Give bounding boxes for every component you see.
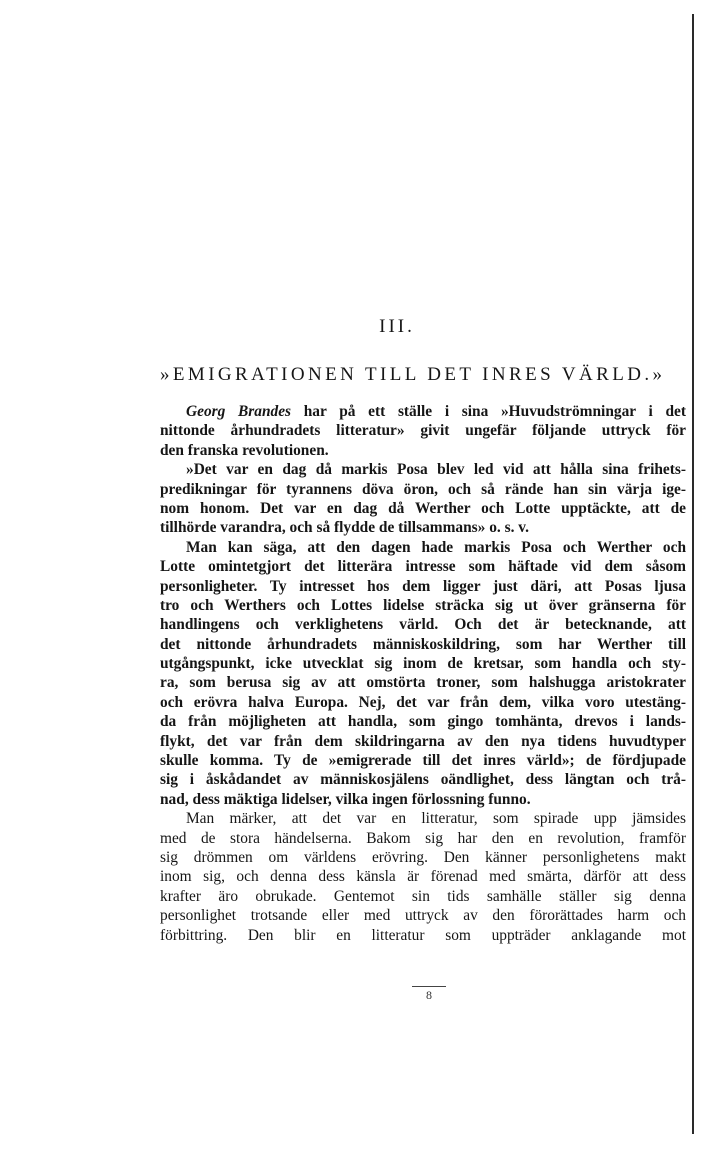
paragraph-4-line-4: inom sig, och denna dess känsla är förenad med smärta, därför att dess bbox=[160, 868, 686, 886]
paragraph-1-line-2: nittonde århundradets litteratur» givit ungefär följande uttryck för bbox=[160, 422, 686, 440]
paragraph-4-line-5: krafter äro obrukade. Gentemot sin tids samhälle ställer sig denna bbox=[160, 887, 686, 905]
paragraph-3-line-12: skulle komma. Ty de »emigrerade till det inres värld»; de fördjupade bbox=[160, 752, 686, 770]
paragraph-1-line-1 bbox=[160, 402, 686, 421]
paragraph-3-line-10: da från möjligheten att handla, som gingo tomhänta, drevos i lands- bbox=[160, 713, 686, 731]
signature-mark: 8 bbox=[426, 988, 432, 1002]
paragraph-3-line-11: flykt, det var från dem skildringarna av den nya tidens huvudtyper bbox=[160, 732, 686, 750]
paragraph-3-line-4: tro och Werthers och Lottes lidelse sträcka sig ut över gränserna för bbox=[160, 596, 686, 614]
paragraph-1-line-1-rest: har på ett ställe i sina »Huvudströmningar i det bbox=[291, 403, 686, 420]
paragraph-3-line-14: nad, dess mäktiga lidelser, vilka ingen förlossning funno. bbox=[160, 790, 531, 808]
paragraph-2-line-3: nom honom. Det var en dag då Werther och Lotte upptäckte, att de bbox=[160, 499, 686, 517]
paragraph-2-line-4: tillhörde varandra, och så flydde de tillsammans» o. s. v. bbox=[160, 519, 529, 537]
signature-rule bbox=[412, 986, 446, 987]
paragraph-3-line-1: Man kan säga, att den dagen hade markis Posa och Werther och bbox=[186, 538, 686, 556]
author-name: Georg Brandes bbox=[186, 403, 292, 420]
paragraph-2-line-1: »Det var en dag då markis Posa blev led vid att hålla sina frihets- bbox=[186, 461, 686, 479]
paragraph-3-line-7: utgångspunkt, icke utvecklat sig inom de kretsar, som handla och sty- bbox=[160, 655, 686, 673]
paragraph-2-line-2: predikningar för tyrannens döva öron, och så rände han sin värja ige- bbox=[160, 480, 686, 498]
paragraph-1-line-3: den franska revolutionen. bbox=[160, 441, 329, 459]
paragraph-3-line-5: handlingens och verklighetens värld. Och det är betecknande, att bbox=[160, 616, 686, 634]
paragraph-4-line-6: personlighet trotsande eller med uttryck av den förorättades harm och bbox=[160, 907, 686, 925]
paragraph-4-line-7: förbittring. Den blir en litteratur som uppträder anklagande mot bbox=[160, 926, 686, 944]
paragraph-3-line-8: ra, som berusa sig av att omstörta troner, som halshugga aristokrater bbox=[160, 674, 686, 692]
paragraph-3-line-6: det nittonde århundradets människoskildring, som har Werther till bbox=[160, 635, 686, 653]
chapter-title: »EMIGRATIONEN TILL DET INRES VÄRLD.» bbox=[160, 364, 666, 385]
paragraph-3-line-13: sig i åskådandet av människosjälens oändlighet, dess längtan och trå- bbox=[160, 771, 686, 789]
paragraph-3-line-3: personligheter. Ty intresset hos dem ligger just däri, att Posas ljusa bbox=[160, 577, 686, 595]
paragraph-3-line-2: Lotte omintetgjort det litterära intresse som häftade vid dem såsom bbox=[160, 558, 686, 576]
page-edge-line bbox=[692, 14, 694, 1134]
paragraph-4-line-3: sig drömmen om världens erövring. Den känner personlighetens makt bbox=[160, 848, 686, 866]
paragraph-3-line-9: och erövra halva Europa. Nej, det var från dem, vilka voro utestäng- bbox=[160, 693, 686, 711]
body-text bbox=[160, 402, 686, 945]
paragraph-4-line-1: Man märker, att det var en litteratur, som spirade upp jämsides bbox=[186, 810, 686, 828]
chapter-number: III. bbox=[379, 316, 415, 337]
paragraph-4-line-2: med de stora händelserna. Bakom sig har den en revolution, framför bbox=[160, 829, 686, 847]
